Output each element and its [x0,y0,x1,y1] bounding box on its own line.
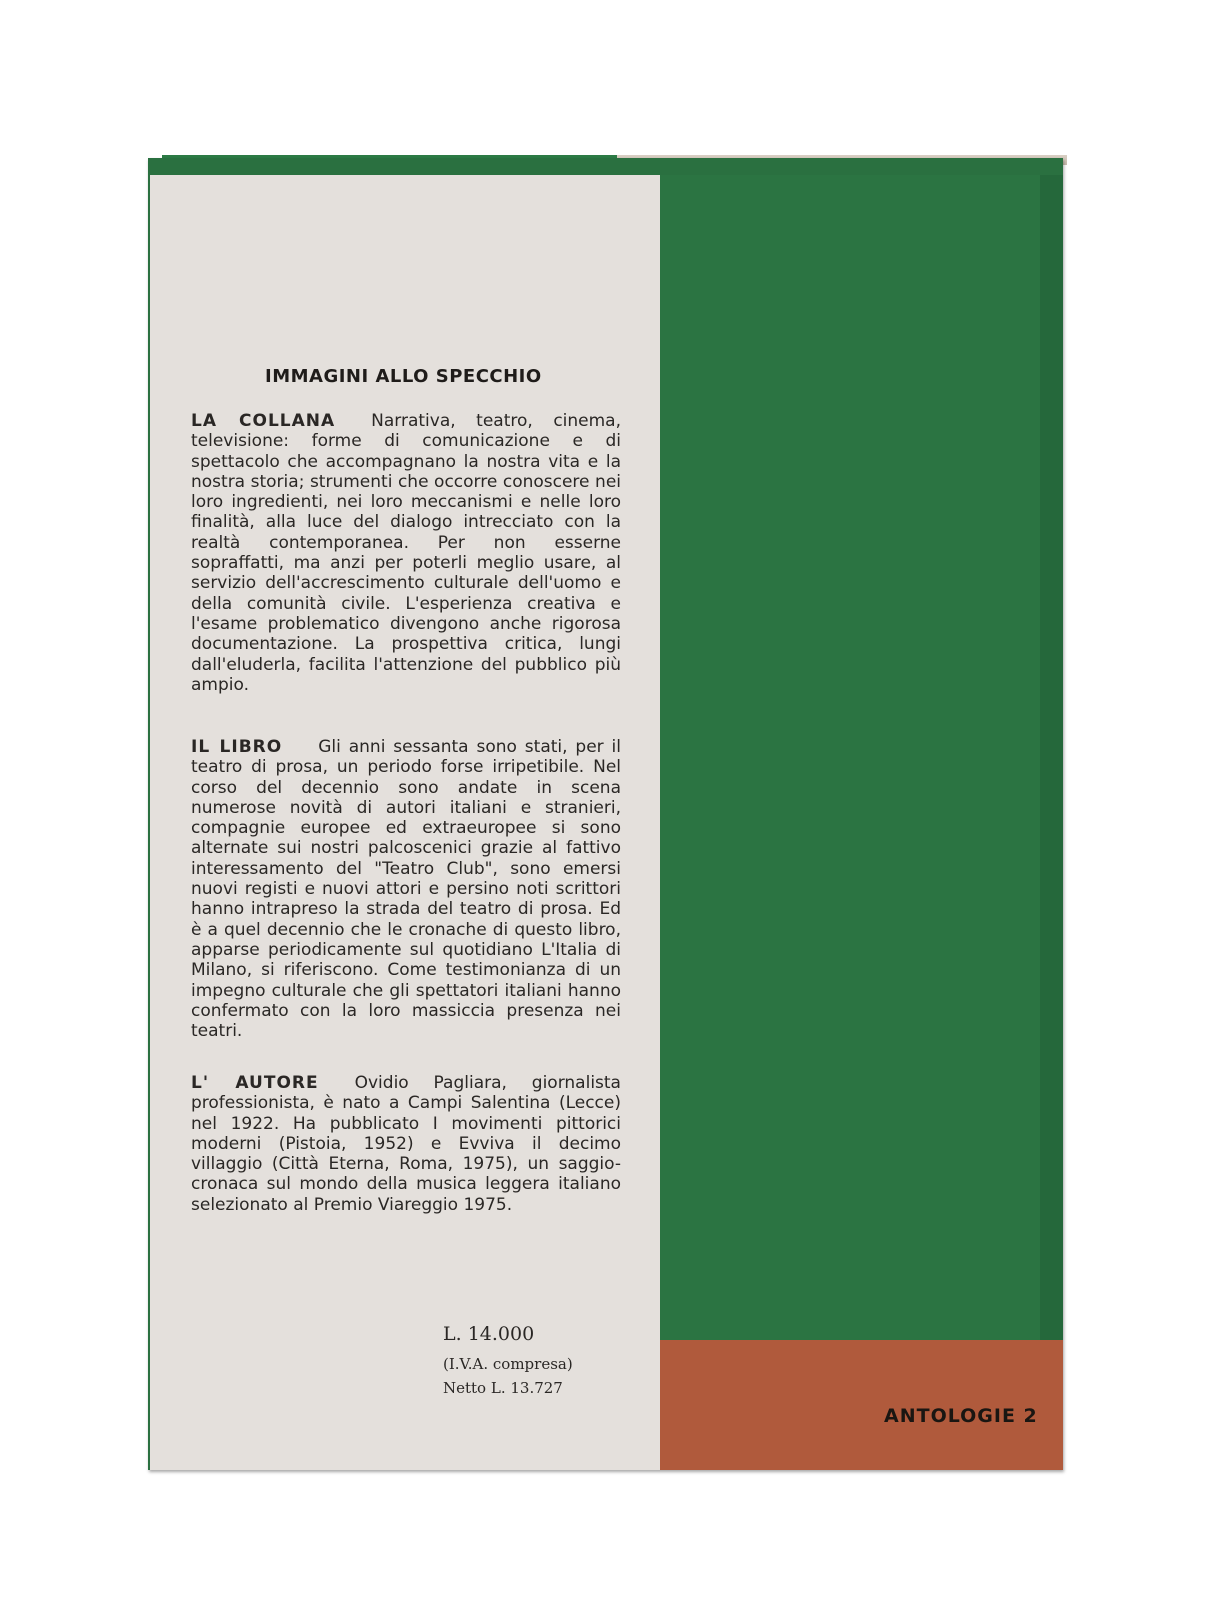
price-amount: L. 14.000 [443,1323,535,1345]
section-collana [191,411,621,695]
section-label: LA COLLANA [191,411,336,431]
section-text: Gli anni sessanta sono stati, per il teatro di prosa, un periodo forse irripetibile. Nel corso del decennio sono andate in scena numerose novità di autori italiani e stranieri, compagnie europee ed extraeuropee si sono alternate sui nostri palcoscenici grazie al fattivo interessamento del "Teatro Club", sono emersi nuovi registi e nuovi attori e persino noti scrittori hanno intrapreso la strada del teatro di prosa. Ed è a quel decennio che le cronache di questo libro, apparse periodicamente sul quotidiano L'Italia di Milano, si riferiscono. Come testimonianza di un impegno culturale che gli spettatori italiani hanno confermato con la loro massiccia presenza nei teatri. [191,737,621,1042]
price-vat-note: (I.V.A. compresa) [443,1355,573,1373]
price-net: Netto L. 13.727 [443,1379,563,1397]
cover-edge [1040,175,1063,1340]
section-autore [191,1073,621,1215]
collection-heading: IMMAGINI ALLO SPECCHIO [265,366,542,387]
section-text: Ovidio Pagliara, giornalista professionista, è nato a Campi Salentina (Lecce) nel 1922. Ha pubblicato I movimenti pittorici moderni (Pistoia, 1952) e Evviva il decimo villaggio (Città Eterna, Roma, 1975), un saggio-cronaca sul mondo della musica leggera italiano selezionato al Premio Viareggio 1975. [191,1073,621,1215]
price-block [443,1323,573,1397]
section-text: Narrativa, teatro, cinema, televisione: forme di comunicazione e di spettacolo che accompagnano la nostra vita e la nostra storia; strumenti che occorre conoscere nei loro ingredienti, nei loro meccanismi e nelle loro finalità, alla luce del dialogo intrecciato con la realtà contemporanea. Per non esserne sopraffatti, ma anzi per poterli meglio usare, al servizio dell'accrescimento culturale dell'uomo e della comunità civile. L'esperienza creativa e l'esame problematico divengono anche rigorosa documentazione. La prospettiva critica, lungi dall'eluderla, facilita l'attenzione del pubblico più ampio. [191,411,621,695]
section-libro [191,737,621,1041]
green-panel [660,175,1063,1340]
section-label: L' AUTORE [191,1073,319,1093]
series-label: ANTOLOGIE 2 [884,1405,1038,1427]
section-label: IL LIBRO [191,737,283,757]
